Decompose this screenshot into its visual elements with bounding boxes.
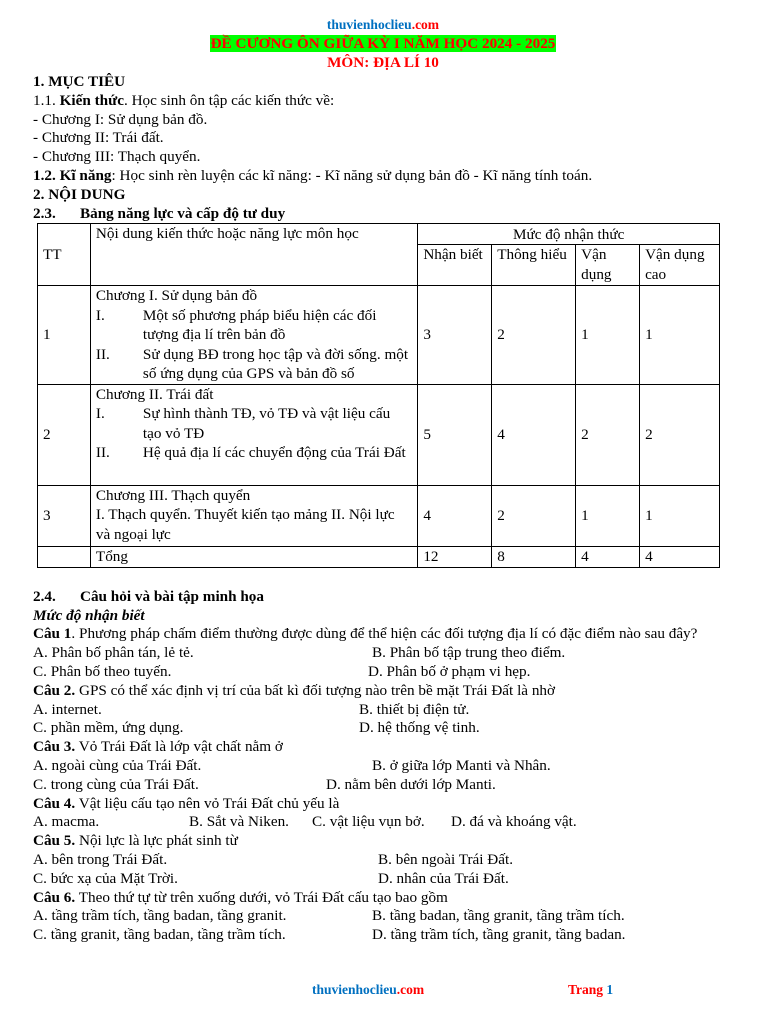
option-b: B. tầng badan, tầng granit, tầng trầm tích.	[372, 907, 625, 925]
question-label: Câu 1	[33, 625, 72, 643]
question-stem	[33, 682, 733, 701]
cell-value: 2	[492, 485, 576, 546]
kt-text: . Học sinh ôn tập các kiến thức về:	[123, 91, 335, 109]
kn-text: : Học sinh rèn luyện các kĩ năng: - Kĩ năng sử dụng bản đồ - Kĩ năng tính toán.	[111, 166, 593, 184]
question	[33, 682, 733, 738]
option-row	[33, 870, 733, 889]
question-text: Phương pháp chấm điểm thường được dùng để thể hiện các đối tượng địa lí có đặc điểm nào sau đây?	[79, 625, 698, 643]
question	[33, 832, 733, 888]
sub-title: Bảng năng lực và cấp độ tư duy	[80, 204, 286, 222]
option-d: D. nhân của Trái Đất.	[378, 869, 509, 887]
question	[33, 625, 733, 681]
item-text: Sự hình thành TĐ, vỏ TĐ và vật liệu cấu tạo vỏ TĐ	[142, 405, 391, 442]
section-1-heading: 1. MỤC TIÊU	[33, 73, 126, 90]
row-content	[90, 286, 417, 385]
table-row	[38, 485, 720, 546]
option-a: A. Phân bố phân tán, lẻ tẻ.	[33, 644, 194, 662]
question	[33, 738, 733, 794]
option-b: B. thiết bị điện tử.	[359, 700, 470, 718]
question-text: Vỏ Trái Đất là lớp vật chất nằm ở	[78, 738, 283, 756]
section-2-heading: 2. NỘI DUNG	[33, 185, 126, 203]
question-label: Câu 3.	[33, 738, 76, 756]
roman-numeral: I.	[95, 405, 105, 423]
cell-value: 5	[418, 384, 492, 485]
question-text: Nội lực là lực phát sinh từ	[79, 832, 238, 850]
section-2-4-heading	[33, 588, 733, 607]
cell-value: 4	[492, 384, 576, 485]
option-a: A. bên trong Trái Đất.	[33, 851, 168, 869]
level-heading: Mức độ nhận biết	[33, 606, 145, 624]
roman-numeral: II.	[95, 444, 110, 462]
option-d: D. hệ thống vệ tinh.	[359, 719, 480, 737]
item-text: Sử dụng BĐ trong học tập và đời sống. một số ứng dụng của GPS và bản đồ số	[142, 345, 409, 383]
header-level: Mức độ nhận thức	[418, 224, 720, 245]
question-text: GPS có thể xác định vị trí của bất kì đối tượng nào trên bề mặt Trái Đất là nhờ	[79, 681, 556, 699]
total-value: 4	[640, 546, 720, 567]
page-number	[568, 981, 613, 1000]
subject-title: MÔN: ĐỊA LÍ 10	[327, 54, 439, 71]
row-item	[96, 345, 412, 384]
cell-value: 1	[576, 485, 640, 546]
skills-paragraph	[33, 167, 733, 186]
document-page	[33, 16, 733, 945]
total-value: 8	[492, 546, 576, 567]
option-row	[33, 907, 733, 926]
site-header	[33, 16, 733, 34]
option-row	[33, 719, 733, 738]
option-row	[33, 851, 733, 870]
question-stem	[33, 832, 733, 851]
roman-numeral: II.	[95, 345, 110, 363]
option-row	[33, 926, 733, 945]
option-row	[33, 644, 733, 663]
document-title	[33, 34, 733, 53]
chapter-line: - Chương III: Thạch quyển.	[33, 148, 201, 166]
roman-numeral: I.	[95, 306, 105, 324]
question-stem	[33, 889, 733, 908]
header-tt: TT	[38, 224, 91, 286]
level-header: Vận dụng cao	[640, 245, 720, 286]
footer-site-name: thuvienhoclieu	[312, 982, 397, 997]
row-content	[90, 485, 417, 546]
option-row	[33, 813, 733, 832]
row-content	[90, 384, 417, 485]
cell-value: 2	[640, 384, 720, 485]
site-domain: .com	[411, 17, 440, 32]
row-tt: 3	[38, 485, 91, 546]
chapter-line: - Chương I: Sử dụng bản đồ.	[33, 110, 208, 128]
table-row	[38, 286, 720, 385]
option-b: B. bên ngoài Trái Đất.	[378, 851, 513, 869]
kt-bold: Kiến thức	[59, 91, 124, 109]
kn-bold: 1.2. Kĩ năng	[33, 166, 112, 184]
cell-value: 1	[640, 485, 720, 546]
cell-value: 2	[492, 286, 576, 385]
option-c: C. trong cùng của Trái Đất.	[33, 775, 199, 793]
option-c: C. phần mềm, ứng dụng.	[33, 719, 184, 737]
title-text: ĐỀ CƯƠNG ÔN GIỮA KỲ I NĂM HỌC 2024 - 2025	[210, 35, 556, 52]
row-title: Chương I. Sử dụng bản đồ	[95, 287, 258, 305]
table-row	[38, 384, 720, 485]
question	[33, 889, 733, 945]
option-c: C. Phân bố theo tuyến.	[33, 663, 172, 681]
site-name: thuvienhoclieu	[326, 17, 412, 32]
question-stem	[33, 625, 733, 644]
question-sep: .	[71, 625, 79, 643]
question-stem	[33, 738, 733, 757]
section-2-3-heading	[33, 205, 733, 224]
sub-title: Câu hỏi và bài tập minh họa	[80, 587, 264, 605]
row-title: Chương II. Trái đất	[95, 385, 214, 403]
option-b: B. ở giữa lớp Manti và Nhân.	[372, 757, 551, 775]
option-a: A. tầng trầm tích, tầng badan, tầng granit.	[33, 907, 287, 925]
sub-num: 2.4.	[33, 587, 56, 605]
competency-table	[37, 223, 720, 568]
sub-num: 2.3.	[33, 204, 56, 222]
option-d: D. đá và khoáng vật.	[451, 813, 577, 831]
question	[33, 795, 733, 833]
row-item	[96, 404, 412, 443]
row-tt: 1	[38, 286, 91, 385]
option-b: B. Sắt và Niken.	[189, 813, 289, 831]
cell-value: 2	[576, 384, 640, 485]
question-text: Theo thứ tự từ trên xuống dưới, vỏ Trái Đất cấu tạo bao gồm	[78, 888, 448, 906]
level-header: Nhận biết	[418, 245, 492, 286]
row-title: Chương III. Thạch quyển	[95, 486, 251, 504]
page-label: Trang	[568, 982, 607, 997]
row-tt: 2	[38, 384, 91, 485]
footer-site[interactable]	[312, 981, 424, 1000]
cell-value: 4	[418, 485, 492, 546]
question-label: Câu 6.	[33, 888, 76, 906]
option-row	[33, 776, 733, 795]
row-line: I. Thạch quyển. Thuyết kiến tạo mảng II. Nội lực và ngoại lực	[95, 506, 395, 543]
option-d: D. tầng trầm tích, tầng granit, tầng badan.	[372, 926, 626, 944]
item-text: Một số phương pháp biểu hiện các đối tượng địa lí trên bản đồ	[142, 306, 377, 344]
option-row	[33, 757, 733, 776]
question-label: Câu 2.	[33, 681, 76, 699]
cell-value: 3	[418, 286, 492, 385]
total-value: 4	[576, 546, 640, 567]
option-c: C. bức xạ của Mặt Trời.	[33, 869, 178, 887]
option-b: B. Phân bố tập trung theo điểm.	[372, 644, 566, 662]
row-item	[96, 443, 412, 463]
cell-value: 1	[576, 286, 640, 385]
option-row	[33, 663, 733, 682]
footer-site-domain: .com	[396, 982, 425, 997]
total-tt	[38, 546, 91, 567]
total-value: 12	[418, 546, 492, 567]
total-row	[38, 546, 720, 567]
option-a: A. internet.	[33, 700, 102, 718]
spacer	[33, 568, 733, 588]
option-row	[33, 701, 733, 720]
question-label: Câu 5.	[33, 832, 76, 850]
total-label: Tổng	[90, 546, 417, 567]
option-a: A. macma.	[33, 813, 100, 831]
row-item	[96, 306, 412, 345]
level-header: Thông hiểu	[492, 245, 576, 286]
question-label: Câu 4.	[33, 794, 76, 812]
page-num: 1	[606, 982, 614, 997]
cell-value: 1	[640, 286, 720, 385]
item-text: Hệ quả địa lí các chuyển động của Trái Đất	[142, 444, 406, 462]
level-header: Vận dụng	[576, 245, 640, 286]
knowledge-paragraph	[33, 92, 733, 111]
question-stem	[33, 795, 733, 814]
option-d: D. Phân bố ở phạm vi hẹp.	[368, 663, 531, 681]
page-footer	[0, 981, 768, 1001]
header-content: Nội dung kiến thức hoặc năng lực môn học	[90, 224, 417, 286]
option-c: C. tầng granit, tầng badan, tầng trầm tích.	[33, 926, 286, 944]
kt-prefix: 1.1.	[33, 91, 60, 109]
question-text: Vật liệu cấu tạo nên vỏ Trái Đất chủ yếu là	[78, 794, 340, 812]
chapter-line: - Chương II: Trái đất.	[33, 129, 164, 147]
option-d: D. nằm bên dưới lớp Manti.	[326, 775, 496, 793]
option-a: A. ngoài cùng của Trái Đất.	[33, 757, 202, 775]
option-c: C. vật liệu vụn bở.	[312, 813, 425, 831]
